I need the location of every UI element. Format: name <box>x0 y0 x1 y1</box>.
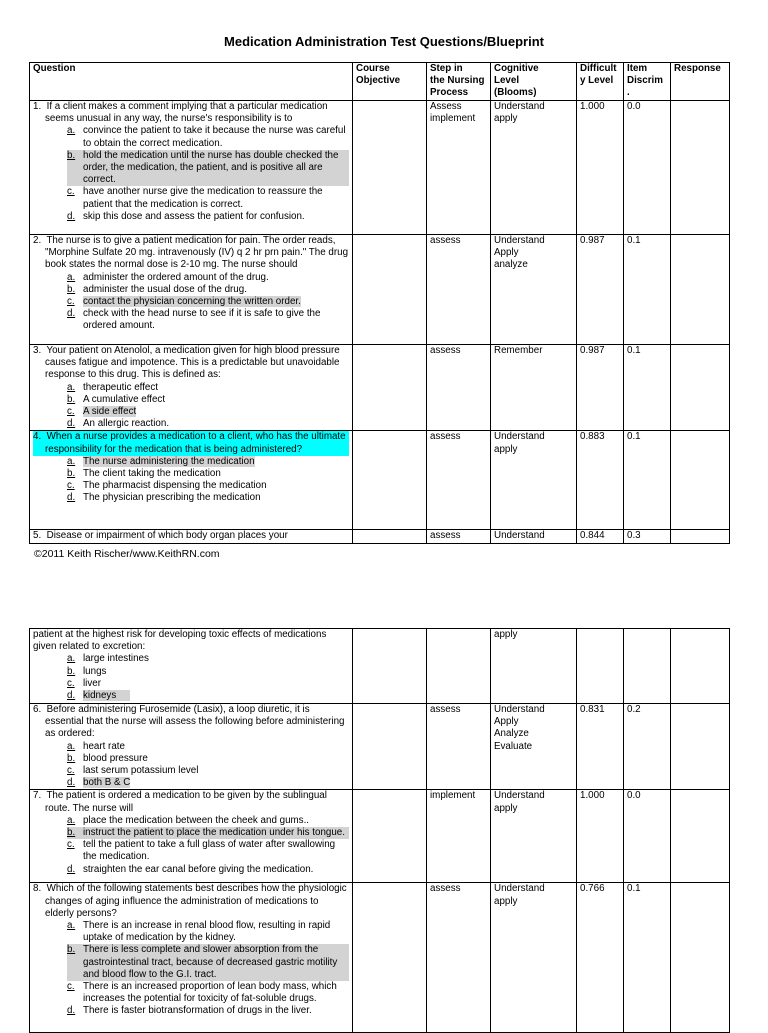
answer-option: a. There is an increase in renal blood flow, resulting in rapid uptake of medication by the kidney. <box>67 920 331 944</box>
cognitive-cell: apply <box>491 629 577 704</box>
discrim-cell: 0.0 <box>624 790 671 883</box>
difficulty-cell: 0.987 <box>577 345 624 431</box>
question-cell <box>30 345 353 431</box>
course-objective-cell <box>353 530 427 544</box>
answer-option: a. convince the patient to take it because the nurse was careful to obtain the correct medication. <box>67 125 346 149</box>
question-stem: Disease or impairment of which body organ places your <box>46 530 288 542</box>
question-cell <box>30 629 353 704</box>
response-cell <box>671 431 730 530</box>
answer-option: d. check with the head nurse to see if it is safe to give the ordered amount. <box>67 308 321 332</box>
question-number: 1. <box>33 101 42 112</box>
answer-option-correct: b. hold the medication until the nurse has double checked the order, the medication, the patient, and is positive all are correct. <box>67 150 349 187</box>
discrim-cell: 0.1 <box>624 345 671 431</box>
cognitive-cell: Understand apply <box>491 883 577 1033</box>
question-stem: The patient is ordered a medication to be given by the sublingual route. The nurse will <box>45 790 327 814</box>
course-objective-cell <box>353 101 427 235</box>
answer-option: c. The pharmacist dispensing the medication <box>67 480 267 492</box>
header-difficulty-level: Difficult y Level <box>577 63 624 101</box>
question-stem: When a nurse provides a medication to a client, who has the ultimate responsibility for the medication that is being administered? <box>45 431 346 455</box>
course-objective-cell <box>353 790 427 883</box>
answer-option: a. large intestines <box>67 653 149 665</box>
response-cell <box>671 629 730 704</box>
blueprint-table-page-1 <box>29 62 730 544</box>
answer-option: d. The physician prescribing the medication <box>67 492 261 504</box>
question-cell <box>30 704 353 790</box>
question-number: 2. <box>33 235 42 246</box>
table-row <box>30 101 730 235</box>
header-item-discrim: Item Discrim . <box>624 63 671 101</box>
cognitive-cell: Understand apply <box>491 431 577 530</box>
question-stem: Your patient on Atenolol, a medication given for high blood pressure causes fatigue and impotence. This is a predictable but unavoidable response to this drug. This is defined as: <box>45 345 340 381</box>
response-cell <box>671 235 730 345</box>
difficulty-cell: 0.844 <box>577 530 624 544</box>
cognitive-cell: Understand <box>491 530 577 544</box>
question-number: 4. <box>33 431 42 443</box>
step-cell: assess <box>427 235 491 345</box>
question-stem: Before administering Furosemide (Lasix), a loop diuretic, it is essential that the nurse will assess the following before administering as ordered: <box>45 704 345 740</box>
answer-option: c. There is an increased proportion of lean body mass, which increases the potential for toxicity of fat-soluble drugs. <box>67 981 337 1005</box>
answer-option: a. place the medication between the cheek and gums.. <box>67 814 310 826</box>
difficulty-cell <box>577 629 624 704</box>
difficulty-cell: 1.000 <box>577 101 624 235</box>
answer-option: b. lungs <box>67 665 107 677</box>
course-objective-cell <box>353 629 427 704</box>
response-cell <box>671 704 730 790</box>
answer-option: c. last serum potassium level <box>67 765 199 777</box>
answer-option: d. straighten the ear canal before giving the medication. <box>67 863 314 875</box>
answer-option-correct: b. instruct the patient to place the medication under his tongue. <box>67 827 349 839</box>
header-response: Response <box>671 63 730 101</box>
response-cell <box>671 530 730 544</box>
answer-option: d. skip this dose and assess the patient for confusion. <box>67 210 305 222</box>
answer-option: b. The client taking the medication <box>67 468 221 480</box>
copyright-footer: ©2011 Keith Rischer/www.KeithRN.com <box>34 548 220 560</box>
answer-option-correct: c. contact the physician concerning the written order. <box>67 296 301 308</box>
answer-option-correct: d. kidneys <box>67 690 349 702</box>
table-row <box>30 790 730 883</box>
discrim-cell: 0.3 <box>624 530 671 544</box>
question-stem: The nurse is to give a patient medication for pain. The order reads, "Morphine Sulfate 20 mg. intravenously (IV) q 2 hr prn pain." The drug book states the normal dose is 2-10 mg. The nurse should <box>45 235 349 271</box>
question-cell <box>30 431 353 530</box>
course-objective-cell <box>353 883 427 1033</box>
question-stem: If a client makes a comment implying that a particular medication seems unusual in any way, the nurse's responsibility is to <box>45 101 328 125</box>
table-row <box>30 704 730 790</box>
step-cell: assess <box>427 883 491 1033</box>
difficulty-cell: 0.831 <box>577 704 624 790</box>
difficulty-cell: 1.000 <box>577 790 624 883</box>
answer-option: c. liver <box>67 677 101 689</box>
question-number: 6. <box>33 704 42 715</box>
table-row <box>30 883 730 1033</box>
answer-option: c. tell the patient to take a full glass of water after swallowing the medication. <box>67 839 336 863</box>
answer-option: a. therapeutic effect <box>67 381 158 393</box>
answer-option: a. administer the ordered amount of the drug. <box>67 271 269 283</box>
question-number: 7. <box>33 790 42 802</box>
question-number: 5. <box>33 530 42 542</box>
step-cell: assess <box>427 704 491 790</box>
answer-option: b. blood pressure <box>67 752 148 764</box>
discrim-cell: 0.2 <box>624 704 671 790</box>
step-cell: implement <box>427 790 491 883</box>
response-cell <box>671 883 730 1033</box>
step-cell <box>427 629 491 704</box>
header-step-nursing-process: Step in the Nursing Process <box>427 63 491 101</box>
discrim-cell: 0.1 <box>624 883 671 1033</box>
answer-option-correct: d. both B & C <box>67 777 131 789</box>
blueprint-table-page-2 <box>29 628 730 1033</box>
question-cell <box>30 790 353 883</box>
question-cell <box>30 530 353 544</box>
answer-option: b. A cumulative effect <box>67 393 166 405</box>
step-cell: Assess implement <box>427 101 491 235</box>
answer-option: d. An allergic reaction. <box>67 418 170 430</box>
table-row <box>30 629 730 704</box>
question-number: 3. <box>33 345 42 356</box>
step-cell: assess <box>427 345 491 431</box>
difficulty-cell: 0.987 <box>577 235 624 345</box>
table-row <box>30 530 730 544</box>
response-cell <box>671 345 730 431</box>
discrim-cell <box>624 629 671 704</box>
cognitive-cell: Remember <box>491 345 577 431</box>
header-cognitive-level: Cognitive Level (Blooms) <box>491 63 577 101</box>
header-question: Question <box>30 63 353 101</box>
answer-option: d. There is faster biotransformation of drugs in the liver. <box>67 1005 312 1017</box>
header-row <box>30 63 730 101</box>
header-course-objective: Course Objective <box>353 63 427 101</box>
table-row <box>30 345 730 431</box>
question-cell <box>30 883 353 1033</box>
answer-option: c. have another nurse give the medication to reassure the patient that the medication is correct. <box>67 186 323 210</box>
difficulty-cell: 0.883 <box>577 431 624 530</box>
response-cell <box>671 790 730 883</box>
question-cell <box>30 101 353 235</box>
answer-option: b. administer the usual dose of the drug. <box>67 283 247 295</box>
step-cell: assess <box>427 530 491 544</box>
discrim-cell: 0.1 <box>624 431 671 530</box>
question-stem: patient at the highest risk for developing toxic effects of medications given related to excretion: <box>33 629 327 653</box>
course-objective-cell <box>353 235 427 345</box>
discrim-cell: 0.1 <box>624 235 671 345</box>
discrim-cell: 0.0 <box>624 101 671 235</box>
difficulty-cell: 0.766 <box>577 883 624 1033</box>
table-row <box>30 235 730 345</box>
table-row <box>30 431 730 530</box>
answer-option-correct: b. There is less complete and slower absorption from the gastrointestinal tract, because of decreased gastric motility and blood flow to the G.I. tract. <box>67 944 349 981</box>
cognitive-cell: Understand Apply Analyze Evaluate <box>491 704 577 790</box>
question-number: 8. <box>33 883 42 895</box>
course-objective-cell <box>353 704 427 790</box>
response-cell <box>671 101 730 235</box>
step-cell: assess <box>427 431 491 530</box>
answer-option: a. heart rate <box>67 740 125 752</box>
course-objective-cell <box>353 345 427 431</box>
question-stem: Which of the following statements best describes how the physiologic changes of aging influence the administration of medications to elderly persons? <box>45 883 347 919</box>
cognitive-cell: Understand apply <box>491 790 577 883</box>
question-cell <box>30 235 353 345</box>
document-title: Medication Administration Test Questions/Blueprint <box>224 34 544 49</box>
answer-option-correct: c. A side effect <box>67 406 137 418</box>
cognitive-cell: Understand apply <box>491 101 577 235</box>
cognitive-cell: Understand Apply analyze <box>491 235 577 345</box>
course-objective-cell <box>353 431 427 530</box>
answer-option: a. The nurse administering the medication <box>67 455 255 467</box>
